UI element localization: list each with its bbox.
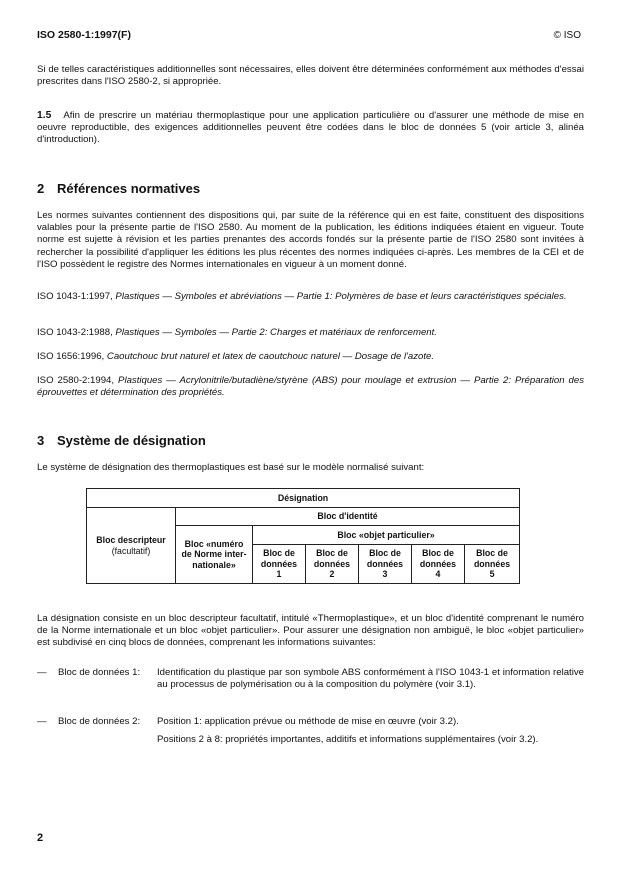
descriptor-block-cell: Bloc descripteur (facultatif) <box>87 508 176 584</box>
section-number: 3 <box>37 433 45 448</box>
designation-table <box>86 488 520 584</box>
list-item: — Bloc de données 2: Position 1: application prévue ou méthode de mise en œuvre (voir 3.2). Positions 2 à 8: propriétés importantes, additifs et informations supplémentaires (voir 3.2). <box>37 716 539 746</box>
data-block-cell: Bloc de données 5 <box>465 545 520 584</box>
page-number: 2 <box>37 832 44 844</box>
specific-item-block: Bloc «objet particulier» <box>253 526 520 545</box>
reference-item: ISO 1043-1:1997, Plastiques — Symboles et abréviations — Partie 1: Polymères de base et leurs caractéristiques spéciales. <box>37 291 567 302</box>
section-number: 2 <box>37 181 45 196</box>
data-block-cell: Bloc de données 3 <box>359 545 412 584</box>
reference-item: ISO 1656:1996, Caoutchouc brut naturel et latex de caoutchouc naturel — Dosage de l'azote. <box>37 351 435 362</box>
copyright: © ISO <box>553 30 581 41</box>
section-3-heading <box>37 433 206 448</box>
section-2-heading <box>37 181 200 196</box>
designation-explanation: La désignation consiste en un bloc descripteur facultatif, intitulé «Thermoplastique», et un bloc d'identité comprenant le numéro de la Norme internationale et un bloc «objet particulier». Pour assurer une désignation non ambiguë, le bloc «objet particulier» est subdivisé en cinq blocs de données, comprenant les informations suivantes: <box>37 613 584 649</box>
clause-text: Afin de prescrire un matériau thermoplastique pour une application particulière ou d'assurer une méthode de mise en oeuvre reproductible, des exigences additionnelles peuvent être codées dans le bloc de données 5 (voir article 3, alinéa d'introduction). <box>37 110 584 146</box>
designation-header: Désignation <box>87 489 520 508</box>
document-id: ISO 2580-1:1997(F) <box>37 29 131 41</box>
intro-paragraph: Si de telles caractéristiques additionnelles sont nécessaires, elles doivent être déterminées conformément aux méthodes d'essai prescrites dans l'ISO 2580-2, si appropriée. <box>37 64 584 88</box>
reference-item: ISO 2580-2:1994, Plastiques — Acrylonitrile/butadiène/styrène (ABS) pour moulage et extrusion — Partie 2: Préparation des éprouvettes et détermination des propriétés. <box>37 375 585 399</box>
reference-item: ISO 1043-2:1988, Plastiques — Symboles — Partie 2: Charges et matériaux de renforcement. <box>37 327 437 338</box>
section-3-intro: Le système de désignation des thermoplastiques est basé sur le modèle normalisé suivant: <box>37 462 425 473</box>
section-title: Système de désignation <box>57 433 206 448</box>
data-block-cell: Bloc de données 1 <box>253 545 306 584</box>
section-title: Références normatives <box>57 181 201 196</box>
data-block-cell: Bloc de données 2 <box>306 545 359 584</box>
clause-number: 1.5 <box>37 110 52 121</box>
list-item: — Bloc de données 1: Identification du plastique par son symbole ABS conformément à l'ISO 1043-1 et information relative au processus de polymérisation ou à la composition du polymère (voir 3.1). <box>37 667 584 691</box>
clause-1-5 <box>37 110 584 147</box>
section-2-intro: Les normes suivantes contiennent des dispositions qui, par suite de la référence qui en est faite, constituent des dispositions valables pour la présente partie de l'ISO 2580. Au moment de la publication, les éditions indiquées étaient en vigueur. Toute norme est sujette à révision et les parties prenantes des accords fondés sur la présente partie de l'ISO 2580 sont invitées à rechercher la possibilité d'appliquer les éditions les plus récentes des normes indiquées ci-après. Les membres de la CEI et de l'ISO possèdent le registre des Normes internationales en vigueur à un moment donné. <box>37 210 584 270</box>
identity-block-header: Bloc d'identité <box>176 508 520 526</box>
data-block-cell: Bloc de données 4 <box>412 545 465 584</box>
standard-number-block: Bloc «numéro de Norme inter-nationale» <box>176 526 253 584</box>
